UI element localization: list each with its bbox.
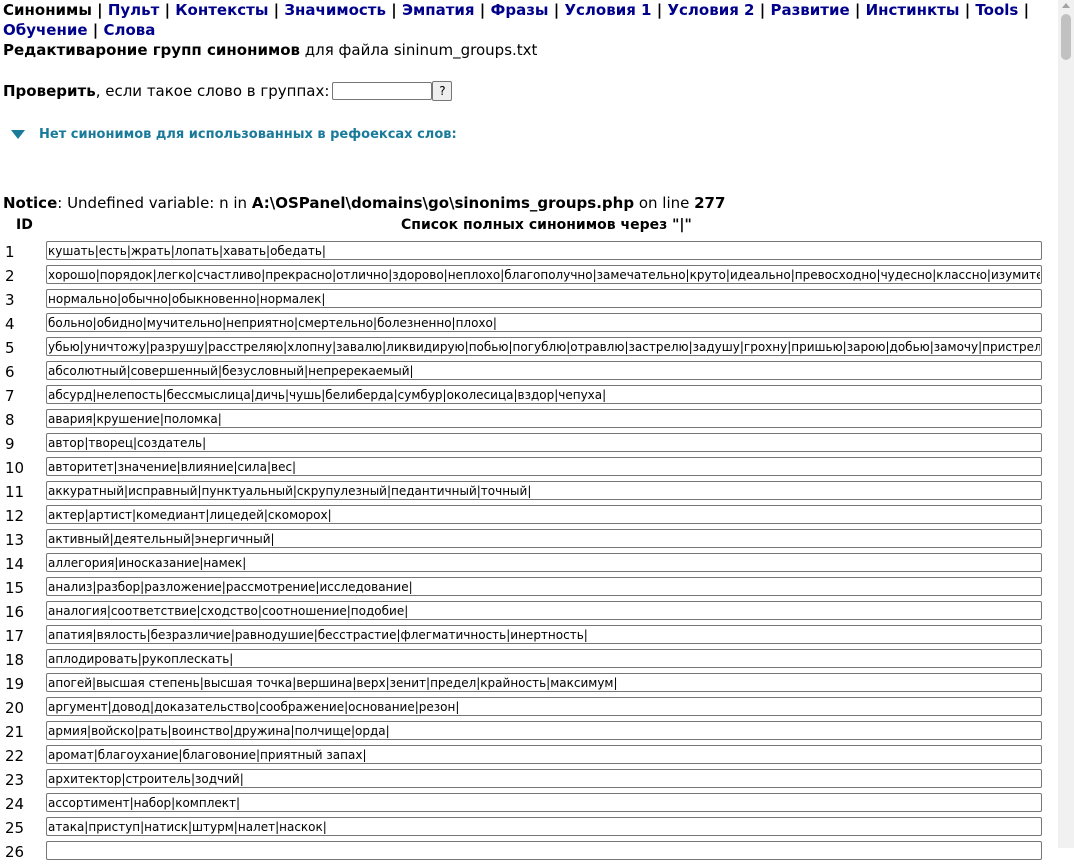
- table-row: [0, 432, 1058, 456]
- synonym-group-input[interactable]: [46, 553, 1042, 572]
- row-id: 13: [5, 531, 25, 549]
- nav-link-1[interactable]: Синонимы: [3, 1, 92, 19]
- table-row: [0, 552, 1058, 576]
- table-row: [0, 624, 1058, 648]
- nav-link-9[interactable]: Развитие: [770, 1, 850, 19]
- nav-separator: |: [964, 1, 971, 19]
- column-header-list: Список полных синонимов через "|": [401, 217, 692, 233]
- row-id: 18: [5, 651, 25, 669]
- php-notice: [3, 193, 725, 213]
- vertical-scrollbar[interactable]: [1058, 0, 1074, 848]
- synonym-group-input[interactable]: [46, 817, 1042, 836]
- notice-path: A:\OSPanel\domains\go\sinonims_groups.php: [251, 194, 635, 212]
- synonym-group-input[interactable]: [46, 337, 1042, 356]
- nav-link-8[interactable]: Условия 2: [667, 1, 755, 19]
- table-row: [0, 840, 1058, 864]
- row-id: 24: [5, 795, 25, 813]
- scroll-up-arrow-icon[interactable]: [1062, 3, 1070, 8]
- synonym-group-input[interactable]: [46, 481, 1042, 500]
- nav-link-2[interactable]: Пульт: [107, 1, 160, 19]
- nav-separator: |: [854, 1, 861, 19]
- row-id: 26: [5, 843, 25, 861]
- nav-separator: |: [391, 1, 397, 19]
- row-id: 4: [5, 315, 15, 333]
- row-id: 21: [5, 723, 25, 741]
- synonym-group-input[interactable]: [46, 385, 1042, 404]
- row-id: 23: [5, 771, 25, 789]
- check-word-input[interactable]: [332, 82, 432, 100]
- table-row: [0, 384, 1058, 408]
- notice-text-2: on line: [634, 194, 695, 212]
- synonym-group-input[interactable]: [46, 265, 1042, 284]
- row-id: 8: [5, 411, 15, 429]
- notice-label: Notice: [3, 194, 58, 212]
- scrollbar-thumb[interactable]: [1061, 14, 1071, 60]
- synonym-group-input[interactable]: [46, 841, 1042, 860]
- nav-separator: |: [164, 1, 171, 19]
- column-header-id: ID: [16, 217, 33, 233]
- synonym-group-input[interactable]: [46, 409, 1042, 428]
- nav-separator: |: [759, 1, 766, 19]
- table-row: [0, 720, 1058, 744]
- synonym-group-input[interactable]: [46, 241, 1042, 260]
- table-row: [0, 576, 1058, 600]
- top-navigation: [3, 0, 1053, 40]
- check-label-rest: , если такое слово в группах:: [95, 82, 330, 100]
- nav-separator: |: [92, 21, 99, 39]
- notice-line: 277: [694, 194, 726, 212]
- synonym-group-input[interactable]: [46, 529, 1042, 548]
- table-row: [0, 744, 1058, 768]
- nav-link-3[interactable]: Контексты: [175, 1, 269, 19]
- check-label-bold: Проверить: [3, 82, 96, 100]
- synonym-group-input[interactable]: [46, 505, 1042, 524]
- row-id: 20: [5, 699, 25, 717]
- row-id: 12: [5, 507, 25, 525]
- row-id: 14: [5, 555, 25, 573]
- row-id: 16: [5, 603, 25, 621]
- table-row: [0, 336, 1058, 360]
- row-id: 17: [5, 627, 25, 645]
- nav-separator: |: [553, 1, 560, 19]
- table-row: [0, 600, 1058, 624]
- synonym-group-input[interactable]: [46, 673, 1042, 692]
- synonym-group-input[interactable]: [46, 601, 1042, 620]
- row-id: 1: [5, 243, 15, 261]
- table-row: [0, 288, 1058, 312]
- nav-link-6[interactable]: Фразы: [490, 1, 549, 19]
- table-row: [0, 360, 1058, 384]
- table-row: [0, 696, 1058, 720]
- row-id: 19: [5, 675, 25, 693]
- row-id: 22: [5, 747, 25, 765]
- synonym-group-input[interactable]: [46, 745, 1042, 764]
- table-row: [0, 240, 1058, 264]
- synonym-group-input[interactable]: [46, 577, 1042, 596]
- synonym-group-input[interactable]: [46, 361, 1042, 380]
- table-row: [0, 408, 1058, 432]
- table-row: [0, 648, 1058, 672]
- nav-link-12[interactable]: Обучение: [3, 21, 88, 39]
- nav-link-11[interactable]: Tools: [975, 1, 1019, 19]
- row-id: 5: [5, 339, 15, 357]
- row-id: 15: [5, 579, 25, 597]
- subtitle-bold: Редактивароние групп синонимов: [3, 41, 301, 59]
- nav-link-4[interactable]: Значимость: [284, 1, 386, 19]
- nav-separator: |: [479, 1, 486, 19]
- row-id: 10: [5, 459, 25, 477]
- synonym-group-input[interactable]: [46, 721, 1042, 740]
- subtitle-rest: для файла sininum_groups.txt: [300, 41, 538, 59]
- table-row: [0, 312, 1058, 336]
- missing-synonyms-label: Нет синонимов для использованных в рефоексах слов:: [39, 127, 457, 142]
- table-row: [0, 672, 1058, 696]
- table-row: [0, 504, 1058, 528]
- notice-text-1: : Undefined variable: n in: [57, 194, 252, 212]
- row-id: 3: [5, 291, 15, 309]
- synonym-group-input[interactable]: [46, 625, 1042, 644]
- table-row: [0, 792, 1058, 816]
- check-word-form: [3, 81, 452, 101]
- nav-separator: |: [273, 1, 280, 19]
- nav-link-5[interactable]: Эмпатия: [401, 1, 475, 19]
- row-id: 2: [5, 267, 15, 285]
- synonym-group-input[interactable]: [46, 697, 1042, 716]
- synonym-group-input[interactable]: [46, 649, 1042, 668]
- synonym-group-input[interactable]: [46, 793, 1042, 812]
- nav-link-10[interactable]: Инстинкты: [865, 1, 960, 19]
- triangle-down-icon: [11, 130, 25, 139]
- synonym-group-input[interactable]: [46, 769, 1042, 788]
- table-row: [0, 528, 1058, 552]
- nav-separator: |: [656, 1, 663, 19]
- table-row: [0, 456, 1058, 480]
- nav-link-7[interactable]: Условия 1: [564, 1, 652, 19]
- nav-separator: |: [1023, 1, 1030, 19]
- row-id: 25: [5, 819, 25, 837]
- synonym-group-input[interactable]: [46, 313, 1042, 332]
- row-id: 11: [5, 483, 25, 501]
- row-id: 7: [5, 387, 15, 405]
- nav-link-13[interactable]: Слова: [103, 21, 156, 39]
- synonym-groups-table: [0, 240, 1058, 864]
- synonym-group-input[interactable]: [46, 433, 1042, 452]
- table-row: [0, 480, 1058, 504]
- row-id: 6: [5, 363, 15, 381]
- table-row: [0, 816, 1058, 840]
- synonym-group-input[interactable]: [46, 457, 1042, 476]
- synonym-group-input[interactable]: [46, 289, 1042, 308]
- row-id: 9: [5, 435, 15, 453]
- check-word-button[interactable]: ?: [432, 81, 452, 101]
- page-subtitle: [3, 40, 537, 60]
- nav-separator: |: [97, 1, 103, 19]
- missing-synonyms-toggle[interactable]: [11, 127, 457, 142]
- table-row: [0, 264, 1058, 288]
- table-row: [0, 768, 1058, 792]
